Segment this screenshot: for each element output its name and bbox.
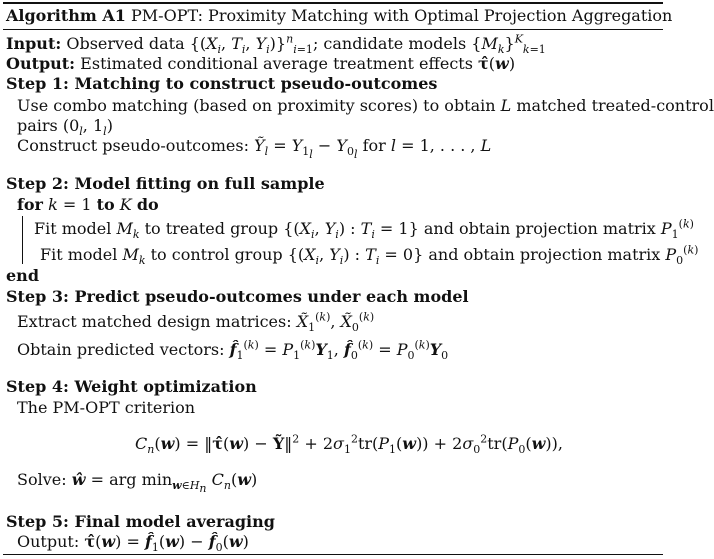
algorithm-caption — [6, 6, 672, 26]
output-label: Output: — [6, 54, 76, 73]
step3-line1: Extract matched design matrices: $X̃_1^{(k)}$, $X̃_0^{(k)}$ — [17, 310, 375, 335]
pm-opt-equation: $C_n(w)$ = ‖τ̂(w) − Ỹ‖$^2$ + $2\sigma_1^2tr(P_1(w)) + 2\sigma_0^2tr(P_0(w))$, — [135, 432, 563, 457]
solve-line: Solve: ŵ = arg $\min_{w\in H_n} C_n(w)$ — [17, 470, 258, 496]
algorithm-title: PM-OPT: Proximity Matching with Optimal Projection Aggregation — [131, 6, 673, 25]
loop-bar — [22, 216, 23, 264]
for-loop-header: for k = 1 to K do — [17, 195, 159, 214]
input-line — [6, 32, 546, 57]
to-keyword: to — [96, 195, 115, 214]
output-line — [6, 54, 515, 74]
step5-output: Output: τ̂(w) = $f̂_1(w)$ − $f̂_0(w)$ — [17, 532, 249, 555]
algorithm-label: Algorithm A1 — [6, 6, 126, 25]
step1-line2: pairs ($0_l$, $1_l$) — [17, 116, 113, 139]
bottom-rule — [3, 554, 663, 555]
end-keyword: end — [6, 266, 39, 285]
top-rule — [3, 2, 663, 4]
fit-control-line: Fit model $M_k$ to control group {($X_i$, $Y_i$) : $T_i = 0$} and obtain projection matrix $P_0^{(k)}$ — [40, 243, 699, 268]
step5-heading: Step 5: Final model averaging — [6, 512, 275, 531]
step4-line1: The PM-OPT criterion — [17, 398, 196, 417]
step1-line1: Use combo matching (based on proximity scores) to obtain L matched treated-control — [17, 96, 714, 115]
step2-heading: Step 2: Model fitting on full sample — [6, 174, 325, 193]
do-keyword: do — [136, 195, 159, 214]
fit-treated-line: Fit model $M_k$ to treated group {($X_i$, $Y_i$) : $T_i = 1$} and obtain projection matrix $P_1^{(k)}$ — [34, 217, 694, 242]
input-text: Observed data {($X_i$, $T_i$, $Y_i)\}^n_{i=1}$; candidate models $\{M_k\}^K_{k=1}$ — [66, 32, 546, 57]
step1-heading: Step 1: Matching to construct pseudo-outcomes — [6, 74, 438, 93]
step3-line2: Obtain predicted vectors: $f̂_1^{(k)} = P_1^{(k)}Y_1$, $f̂_0^{(k)} = P_0^{(k)}Y_0$ — [17, 338, 449, 363]
step3-heading: Step 3: Predict pseudo-outcomes under each model — [6, 287, 469, 306]
caption-rule — [3, 29, 663, 30]
step1-line3-label: Construct pseudo-outcomes: — [17, 136, 255, 155]
output-text: Estimated conditional average treatment effects τ̂(w) — [80, 54, 516, 73]
input-label: Input: — [6, 34, 62, 53]
step1-line3: Construct pseudo-outcomes: Ỹ$_l$ = $Y_{1_l} - Y_{0_l}$ for l = 1, . . . , L — [17, 136, 492, 162]
step4-heading: Step 4: Weight optimization — [6, 377, 257, 396]
for-keyword: for — [17, 195, 43, 214]
